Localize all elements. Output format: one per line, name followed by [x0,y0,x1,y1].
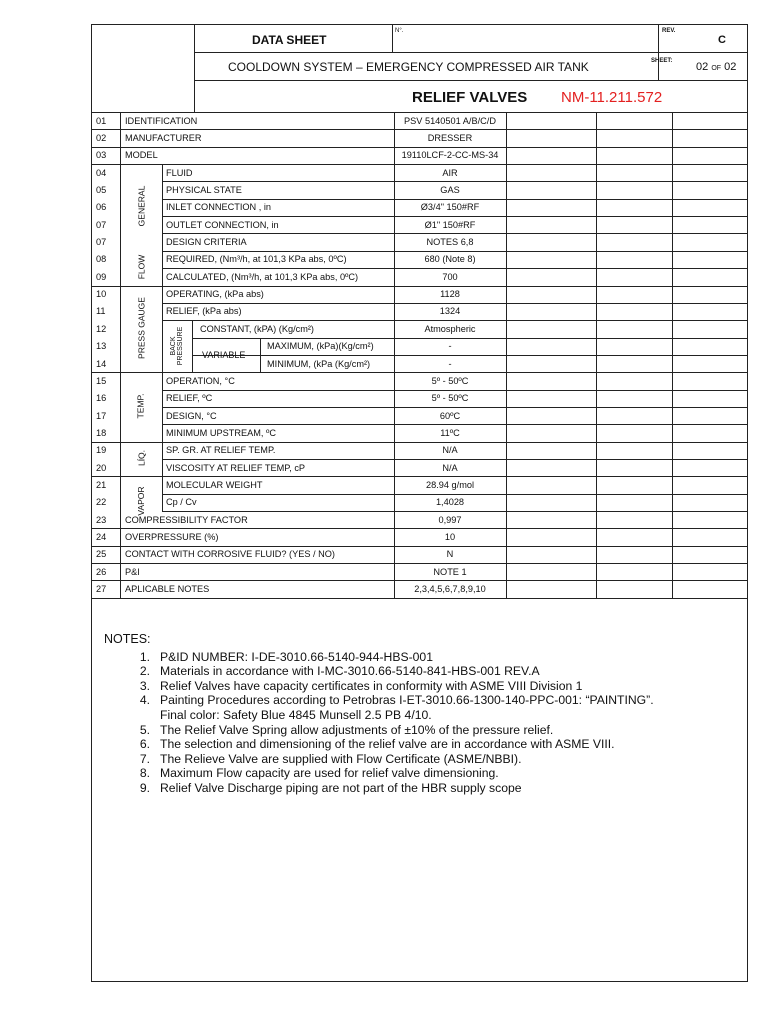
table-row [92,494,747,511]
row-divider [162,268,747,269]
note-number: 1. [139,649,150,664]
note-number: 5. [139,722,150,737]
row-number: 02 [96,132,107,143]
table-row [92,181,747,198]
note-number: 4. [139,693,150,708]
column-divider [120,112,121,598]
table-row [92,129,747,146]
row-number: 07 [96,237,107,248]
row-label: PHYSICAL STATE [166,185,242,196]
column-divider [596,112,597,598]
row-divider [162,303,747,304]
table-row [92,355,747,372]
row-number: 22 [96,497,107,508]
table-row [92,112,747,129]
row-number: 03 [96,150,107,161]
note-text: The Relieve Valve are supplied with Flow Certificate (ASME/NBBI). [160,751,522,766]
note-number: 9. [139,780,150,795]
row-value: Ø1" 150#RF [424,219,476,230]
row-divider [162,233,747,234]
row-divider [192,338,747,339]
note-item [104,679,720,694]
row-divider [162,199,747,200]
row-value: AIR [442,167,458,178]
row-divider [162,181,747,182]
row-number: 12 [96,323,107,334]
row-number: 20 [96,462,107,473]
row-number: 24 [96,532,107,543]
row-number: 14 [96,358,107,369]
table-row [92,338,747,355]
row-label: IDENTIFICATION [125,115,198,126]
row-number: 17 [96,410,107,421]
notes-title: NOTES: [104,632,151,646]
row-label: COMPRESSIBILITY FACTOR [125,514,248,525]
note-text: P&ID NUMBER: I-DE-3010.66-5140-944-HBS-001 [160,649,433,664]
row-label: REQUIRED, (Nm³/h, at 101,3 KPa abs, 0ºC) [166,254,347,265]
table-row [92,390,747,407]
row-divider [92,476,747,477]
row-number: 21 [96,479,107,490]
note-number: 3. [139,678,150,693]
table-row [92,199,747,216]
row-value: 0,997 [438,514,462,525]
table-row [92,580,747,597]
row-value: NOTE 1 [433,566,467,577]
table-row [92,563,747,580]
row-label: VISCOSITY AT RELIEF TEMP, cP [166,462,306,473]
row-label: MAXIMUM, (kPa)(Kg/cm²) [267,341,374,352]
row-value: 5º - 50ºC [431,375,469,386]
number-label: N°. [395,28,404,34]
row-value: 10 [444,532,456,543]
note-item [104,693,720,722]
column-divider [394,112,395,598]
variable-label: VARIABLE [202,349,246,360]
row-label: OUTLET CONNECTION, in [166,219,279,230]
row-number: 19 [96,445,107,456]
row-divider [162,390,747,391]
note-number: 2. [139,664,150,679]
row-label: OPERATING, (kPa abs) [166,289,264,300]
table-row [92,268,747,285]
note-item [104,650,720,665]
note-item [104,781,720,796]
note-text: Relief Valve Discharge piping are not part of the HBR supply scope [160,780,522,795]
row-label: FLUID [166,167,193,178]
row-value: 680 (Note 8) [424,254,476,265]
row-label: RELIEF, (kPa abs) [166,306,242,317]
row-divider [162,424,747,425]
table-row [92,528,747,545]
note-item [104,723,720,738]
row-label: P&I [125,566,140,577]
table-row [92,320,747,337]
row-label: INLET CONNECTION , in [166,202,271,213]
group-label-press-gauge: PRESS GAUGE [136,296,146,359]
row-number: 08 [96,254,107,265]
group-label-vapor: VAPOR [135,486,146,516]
document-subtitle: COOLDOWN SYSTEM – EMERGENCY COMPRESSED AIR TANK [228,60,589,74]
row-divider [162,511,747,512]
table-row [92,164,747,181]
table-row [92,251,747,268]
group-label-temp: TEMP. [135,393,146,419]
row-number: 11 [96,306,106,317]
row-divider [162,494,747,495]
rev-value: C [718,34,726,46]
table-row [92,442,747,459]
row-number: 05 [96,185,107,196]
row-label: CONSTANT, (kPA) (Kg/cm²) [200,323,314,334]
data-sheet [91,24,748,982]
row-number: 15 [96,375,107,386]
table-row [92,546,747,563]
row-divider [162,459,747,460]
row-number: 18 [96,427,107,438]
note-item [104,737,720,752]
row-value: Atmospheric [424,323,476,334]
group-divider [162,164,163,511]
row-value: 2,3,4,5,6,7,8,9,10 [414,584,486,595]
row-label: CALCULATED, (Nm³/h, at 101,3 KPa abs, 0ºC) [166,271,359,282]
note-text: Maximum Flow capacity are used for relief valve dimensioning. [160,766,499,781]
note-text: Painting Procedures according to Petrobras I-ET-3010.66-1300-140-PPC-001: “PAINTING”. Final color: Safety Blue 4845 Munsell 2.5 PB 4/10. [160,693,654,722]
row-value: PSV 5140501 A/B/C/D [404,115,496,126]
row-label: DESIGN CRITERIA [166,237,247,248]
row-label: MINIMUM UPSTREAM, ºC [166,427,277,438]
row-divider [162,216,747,217]
row-number: 07 [96,219,107,230]
note-text: The Relief Valve Spring allow adjustments of ±10% of the pressure relief. [160,722,554,737]
row-label: OPERATION, °C [166,375,235,386]
row-number: 13 [96,341,107,352]
row-value: - [448,358,452,369]
table-row [92,147,747,164]
row-divider [162,320,747,321]
row-value: GAS [440,185,460,196]
table-row [92,459,747,476]
note-item [104,752,720,767]
row-divider [92,164,747,165]
row-number: 23 [96,514,107,525]
backpressure-divider [192,320,193,372]
row-value: 1,4028 [435,497,465,508]
row-value: N/A [442,462,458,473]
row-value: 1128 [440,289,460,300]
row-number: 01 [96,115,107,126]
table-row [92,233,747,250]
data-sheet-title: DATA SHEET [252,33,327,47]
row-label: CONTACT WITH CORROSIVE FLUID? (YES / NO) [125,549,335,560]
note-item [104,664,720,679]
group-label-general: GENERAL [136,186,146,227]
row-value: 5º - 50ºC [431,393,469,404]
table-row [92,476,747,493]
row-divider [92,580,747,581]
table-row [92,424,747,441]
row-value: N [446,549,454,560]
row-value: Ø3/4" 150#RF [420,202,480,213]
sheet-label: SHEET: [651,58,673,64]
row-value: 700 [442,271,458,282]
row-divider [92,528,747,529]
row-number: 25 [96,549,107,560]
row-label: OVERPRESSURE (%) [125,532,219,543]
note-text: Relief Valves have capacity certificates in conformity with ASME VIII Division 1 [160,678,583,693]
row-value: 19110LCF-2-CC-MS-34 [401,150,499,161]
note-number: 8. [139,766,150,781]
row-label: MINIMUM, (kPa (Kg/cm²) [267,358,371,369]
group-label-flow: FLOW [135,254,146,280]
row-label: MODEL [125,150,158,161]
row-label: SP. GR. AT RELIEF TEMP. [166,445,276,456]
row-number: 06 [96,202,107,213]
table-row [92,372,747,389]
row-divider [92,372,747,373]
table-row [92,407,747,424]
row-value: 11ºC [440,427,460,438]
row-divider [162,407,747,408]
row-number: 10 [96,289,107,300]
table-row [92,216,747,233]
table-bottom-line [92,598,747,599]
sheet-number: 02 OF 02 [696,61,737,73]
rev-label: REV. [662,28,676,34]
notes-section [104,632,720,796]
note-number: 6. [139,737,150,752]
row-divider [92,129,747,130]
row-label: MOLECULAR WEIGHT [166,479,263,490]
row-divider [192,355,747,356]
variable-divider [260,338,261,373]
row-value: 1324 [439,306,461,317]
row-value: NOTES 6,8 [426,237,474,248]
row-value: 28.94 g/mol [425,479,474,490]
document-title: RELIEF VALVES [412,89,528,106]
row-divider [92,286,747,287]
row-divider [92,147,747,148]
row-number: 27 [96,584,107,595]
row-divider [92,112,747,113]
row-label: APLICABLE NOTES [125,584,210,595]
row-label: MANUFACTURER [125,132,202,143]
row-divider [162,251,747,252]
note-text: Materials in accordance with I-MC-3010.66-5140-841-HBS-001 REV.A [160,664,540,679]
row-value: 60ºC [439,410,461,421]
group-label-liq: LÍQ. [135,449,146,467]
row-label: RELIEF, ºC [166,393,213,404]
row-value: - [448,341,452,352]
document-tag: NM-11.211.572 [561,89,663,106]
row-number: 16 [96,393,107,404]
column-divider [672,112,673,598]
table-row [92,286,747,303]
row-label: Cp / Cv [166,497,197,508]
row-divider [92,546,747,547]
row-number: 26 [96,566,107,577]
table-row [92,303,747,320]
row-label: DESIGN, °C [166,410,217,421]
row-value: DRESSER [427,132,473,143]
row-divider [92,442,747,443]
group-label-back-pressure: BACK PRESSURE [169,326,184,366]
note-item [104,766,720,781]
table-row [92,511,747,528]
column-divider [506,112,507,598]
row-number: 09 [96,271,107,282]
note-text: The selection and dimensioning of the relief valve are in accordance with ASME VIII. [160,737,615,752]
note-number: 7. [139,751,150,766]
row-number: 04 [96,167,107,178]
row-value: N/A [442,445,458,456]
row-divider [92,563,747,564]
